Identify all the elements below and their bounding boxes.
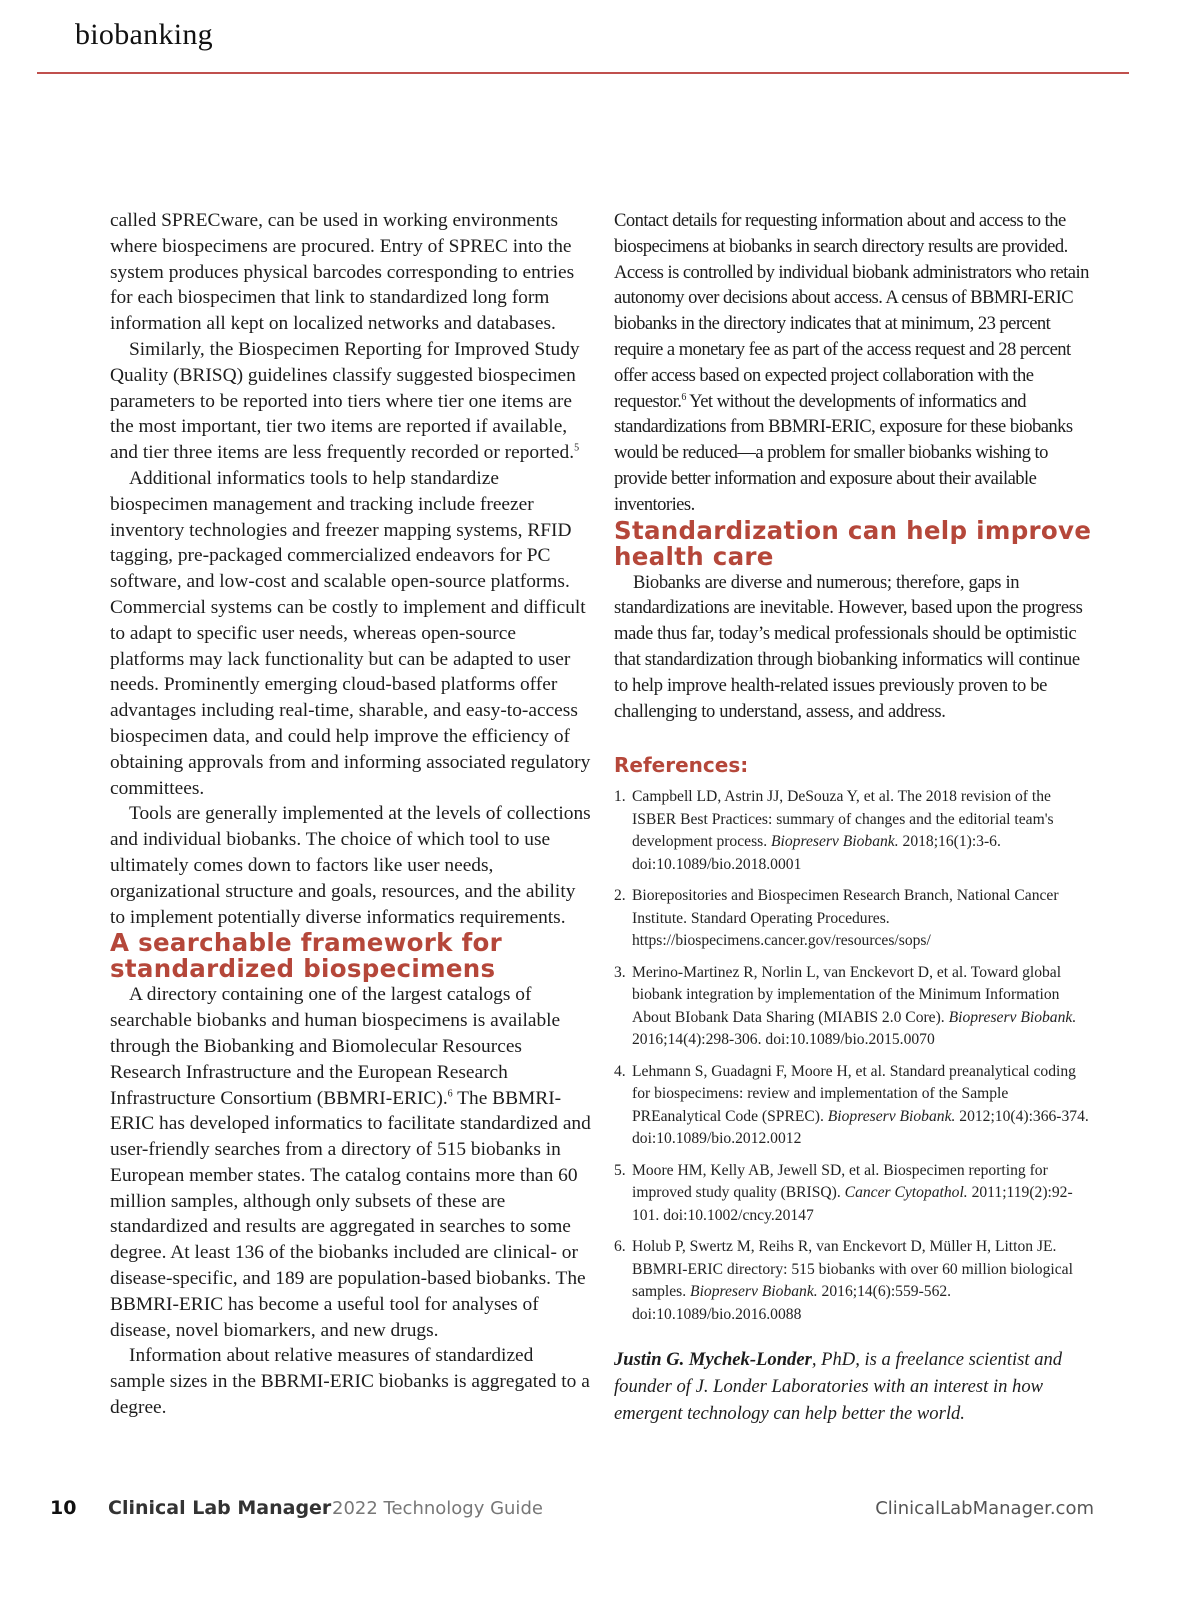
- heading-standardization: Standardization can help improve health care: [614, 515, 1092, 571]
- reference-number: 1.: [614, 788, 626, 806]
- reference-tail: 2018;16(1):3-6. doi:10.1089/bio.2018.0001: [632, 833, 1001, 873]
- reference-tail: 2016;14(6):559-562. doi:10.1089/bio.2016.0088: [632, 1283, 952, 1323]
- paragraph-contact-text-1: Contact details for requesting information about and access to the biospecimens at biobanks in search directory results are provided. Access is controlled by individual biobank administrators who retain autonomy over decisions about access. A census of BBMRI-ERIC biobanks in the directory indicates that at minimum, 23 percent require a monetary fee as part of the access request and 28 percent offer access based on expected project collaboration with the requestor.: [614, 210, 1089, 412]
- reference-tail: 2016;14(4):298-306. doi:10.1089/bio.2015.0070: [632, 1031, 935, 1049]
- left-column: [110, 208, 592, 1421]
- reference-tail: 2011;119(2):92-101. doi:10.1002/cncy.20147: [632, 1184, 1073, 1224]
- reference-item: [614, 885, 1096, 953]
- author-bio-text: , PhD, is a freelance scientist and founder of J. Londer Laboratories with an interest in how emergent technology can help better the world.: [614, 1349, 1063, 1425]
- citation-5: 5: [574, 442, 580, 454]
- reference-text: Biorepositories and Biospecimen Research Branch, National Cancer Institute. Standard Operating Procedures. https://biospecimens.cancer.gov/resources/sops/: [632, 887, 1059, 950]
- reference-journal: Biopreserv Biobank.: [827, 1107, 956, 1125]
- reference-text: Lehmann S, Guadagni F, Moore H, et al. Standard preanalytical coding for biospecimens: review and implementation of the Sample PREanalytical Code (SPREC).: [632, 1062, 1076, 1125]
- reference-text: Merino-Martinez R, Norlin L, van Enckevort D, et al. Toward global biobank integration by implementation of the Minimum Information About BIobank Data Sharing (MIABIS 2.0 Core).: [632, 963, 1062, 1026]
- paragraph-informatics-tools: Additional informatics tools to help standardize biospecimen management and tracking include freezer inventory technologies and freezer mapping systems, RFID tagging, pre-packaged commercialized endeavors for PC software, and low-cost and scalable open-source platforms. Commercial systems can be costly to implement and difficult to adapt to specific user needs, whereas open-source platforms may lack functionality but can be adapted to user needs. Prominently emerging cloud-based platforms offer advantages including real-time, sharable, and easy-to-access biospecimen data, and could help improve the efficiency of obtaining approvals from and informing associated regulatory committees.: [110, 467, 591, 799]
- reference-number: 5.: [614, 1161, 626, 1179]
- references-heading: References:: [614, 753, 749, 778]
- author-name: Justin G. Mychek-Londer: [614, 1349, 812, 1371]
- reference-text: Campbell LD, Astrin JJ, DeSouza Y, et al. The 2018 revision of the ISBER Best Practices: summary of changes and the editorial team's development process.: [632, 788, 1054, 851]
- reference-text: Moore HM, Kelly AB, Jewell SD, et al. Biospecimen reporting for improved study quality (BRISQ).: [632, 1161, 1048, 1202]
- reference-number: 3.: [614, 963, 626, 981]
- website-url: ClinicalLabManager.com: [875, 1498, 1094, 1519]
- reference-number: 2.: [614, 887, 626, 905]
- paragraph-directory-text-2: The BBMRI-ERIC has developed informatics to facilitate standardized and user-friendly searches from a directory of 515 biobanks in European member states. The catalog contains more than 60 million samples, although only subsets of these are standardized and results are aggregated in searches to some degree. At least 136 of the biobanks included are clinical- or disease-specific, and 189 are population-based biobanks. The BBMRI-ERIC has become a useful tool for analyses of disease, novel biomarkers, and new drugs.: [110, 1087, 591, 1341]
- paragraph-brisq-text: Similarly, the Biospecimen Reporting for Improved Study Quality (BRISQ) guidelines classify suggested biospecimen parameters to be reported into tiers where tier one items are the most important, tier two items are reported if available, and tier three items are less frequently recorded or reported.: [110, 338, 580, 464]
- issue-name: 2022 Technology Guide: [332, 1498, 543, 1519]
- reference-journal: Biopreserv Biobank.: [690, 1283, 818, 1301]
- publication-name: Clinical Lab Manager: [108, 1497, 332, 1519]
- paragraph-brisq: [110, 337, 592, 466]
- author-bio: [614, 1346, 1096, 1427]
- reference-item: [614, 786, 1096, 876]
- reference-item: [614, 962, 1096, 1052]
- header-rule: [37, 72, 1129, 74]
- paragraph-contact-text-2: Yet without the developments of informatics and standardizations from BBMRI-ERIC, exposure for these biobanks would be reduced—a problem for smaller biobanks wishing to provide better information and exposure about their available inventories.: [614, 390, 1073, 515]
- paragraph-conclusion: Biobanks are diverse and numerous; therefore, gaps in standardizations are inevitable. However, based upon the progress made thus far, today’s medical professionals should be optimistic that standardization through biobanking informatics will continue to help improve health-related issues previously proven to be challenging to understand, assess, and address.: [614, 571, 1083, 722]
- reference-item: [614, 1061, 1096, 1151]
- reference-number: 4.: [614, 1062, 626, 1080]
- paragraph-directory: [110, 982, 592, 1343]
- references-list: [614, 786, 1096, 1326]
- paragraph-sprecware: called SPRECware, can be used in working environments where biospecimens are procured. Entry of SPREC into the system produces physical barcodes corresponding to entries for each biospecimen that link to standardized long form information all kept on localized networks and databases.: [110, 210, 575, 335]
- paragraph-information: Information about relative measures of standardized sample sizes in the BBRMI-ERIC biobanks is aggregated to a degree.: [110, 1345, 590, 1419]
- reference-journal: Biopreserv Biobank.: [771, 833, 899, 851]
- paragraph-contact: [614, 208, 1096, 518]
- paragraph-directory-text-1: A directory containing one of the largest catalogs of searchable biobanks and human biospecimens is available through the Biobanking and Biomolecular Resources Research Infrastructure and the European Research Infrastructure Consortium (BBMRI-ERIC).: [110, 984, 561, 1109]
- reference-item: [614, 1160, 1096, 1228]
- paragraph-implementation: Tools are generally implemented at the levels of collections and individual biobanks. The choice of which tool to use ultimately comes down to factors like user needs, organizational structure and goals, resources, and the ability to implement potentially diverse informatics requirements.: [110, 803, 591, 928]
- citation-6: 6: [447, 1088, 453, 1100]
- citation-6: 6: [681, 391, 686, 403]
- right-column: [614, 208, 1096, 1427]
- reference-number: 6.: [614, 1238, 626, 1256]
- page-number: 10: [50, 1497, 77, 1519]
- running-header: biobanking: [75, 18, 213, 51]
- reference-tail: 2012;10(4):366-374. doi:10.1089/bio.2012.0012: [632, 1107, 1089, 1148]
- reference-journal: Cancer Cytopathol.: [844, 1184, 968, 1202]
- heading-searchable-framework: A searchable framework for standardized biospecimens: [110, 928, 503, 984]
- reference-item: [614, 1236, 1096, 1326]
- reference-text: Holub P, Swertz M, Reihs R, van Enckevort D, Müller H, Litton JE. BBMRI-ERIC directory: 515 biobanks with over 60 million biological samples.: [632, 1238, 1073, 1301]
- reference-journal: Biopreserv Biobank.: [948, 1008, 1077, 1026]
- page-footer: [0, 1497, 1200, 1527]
